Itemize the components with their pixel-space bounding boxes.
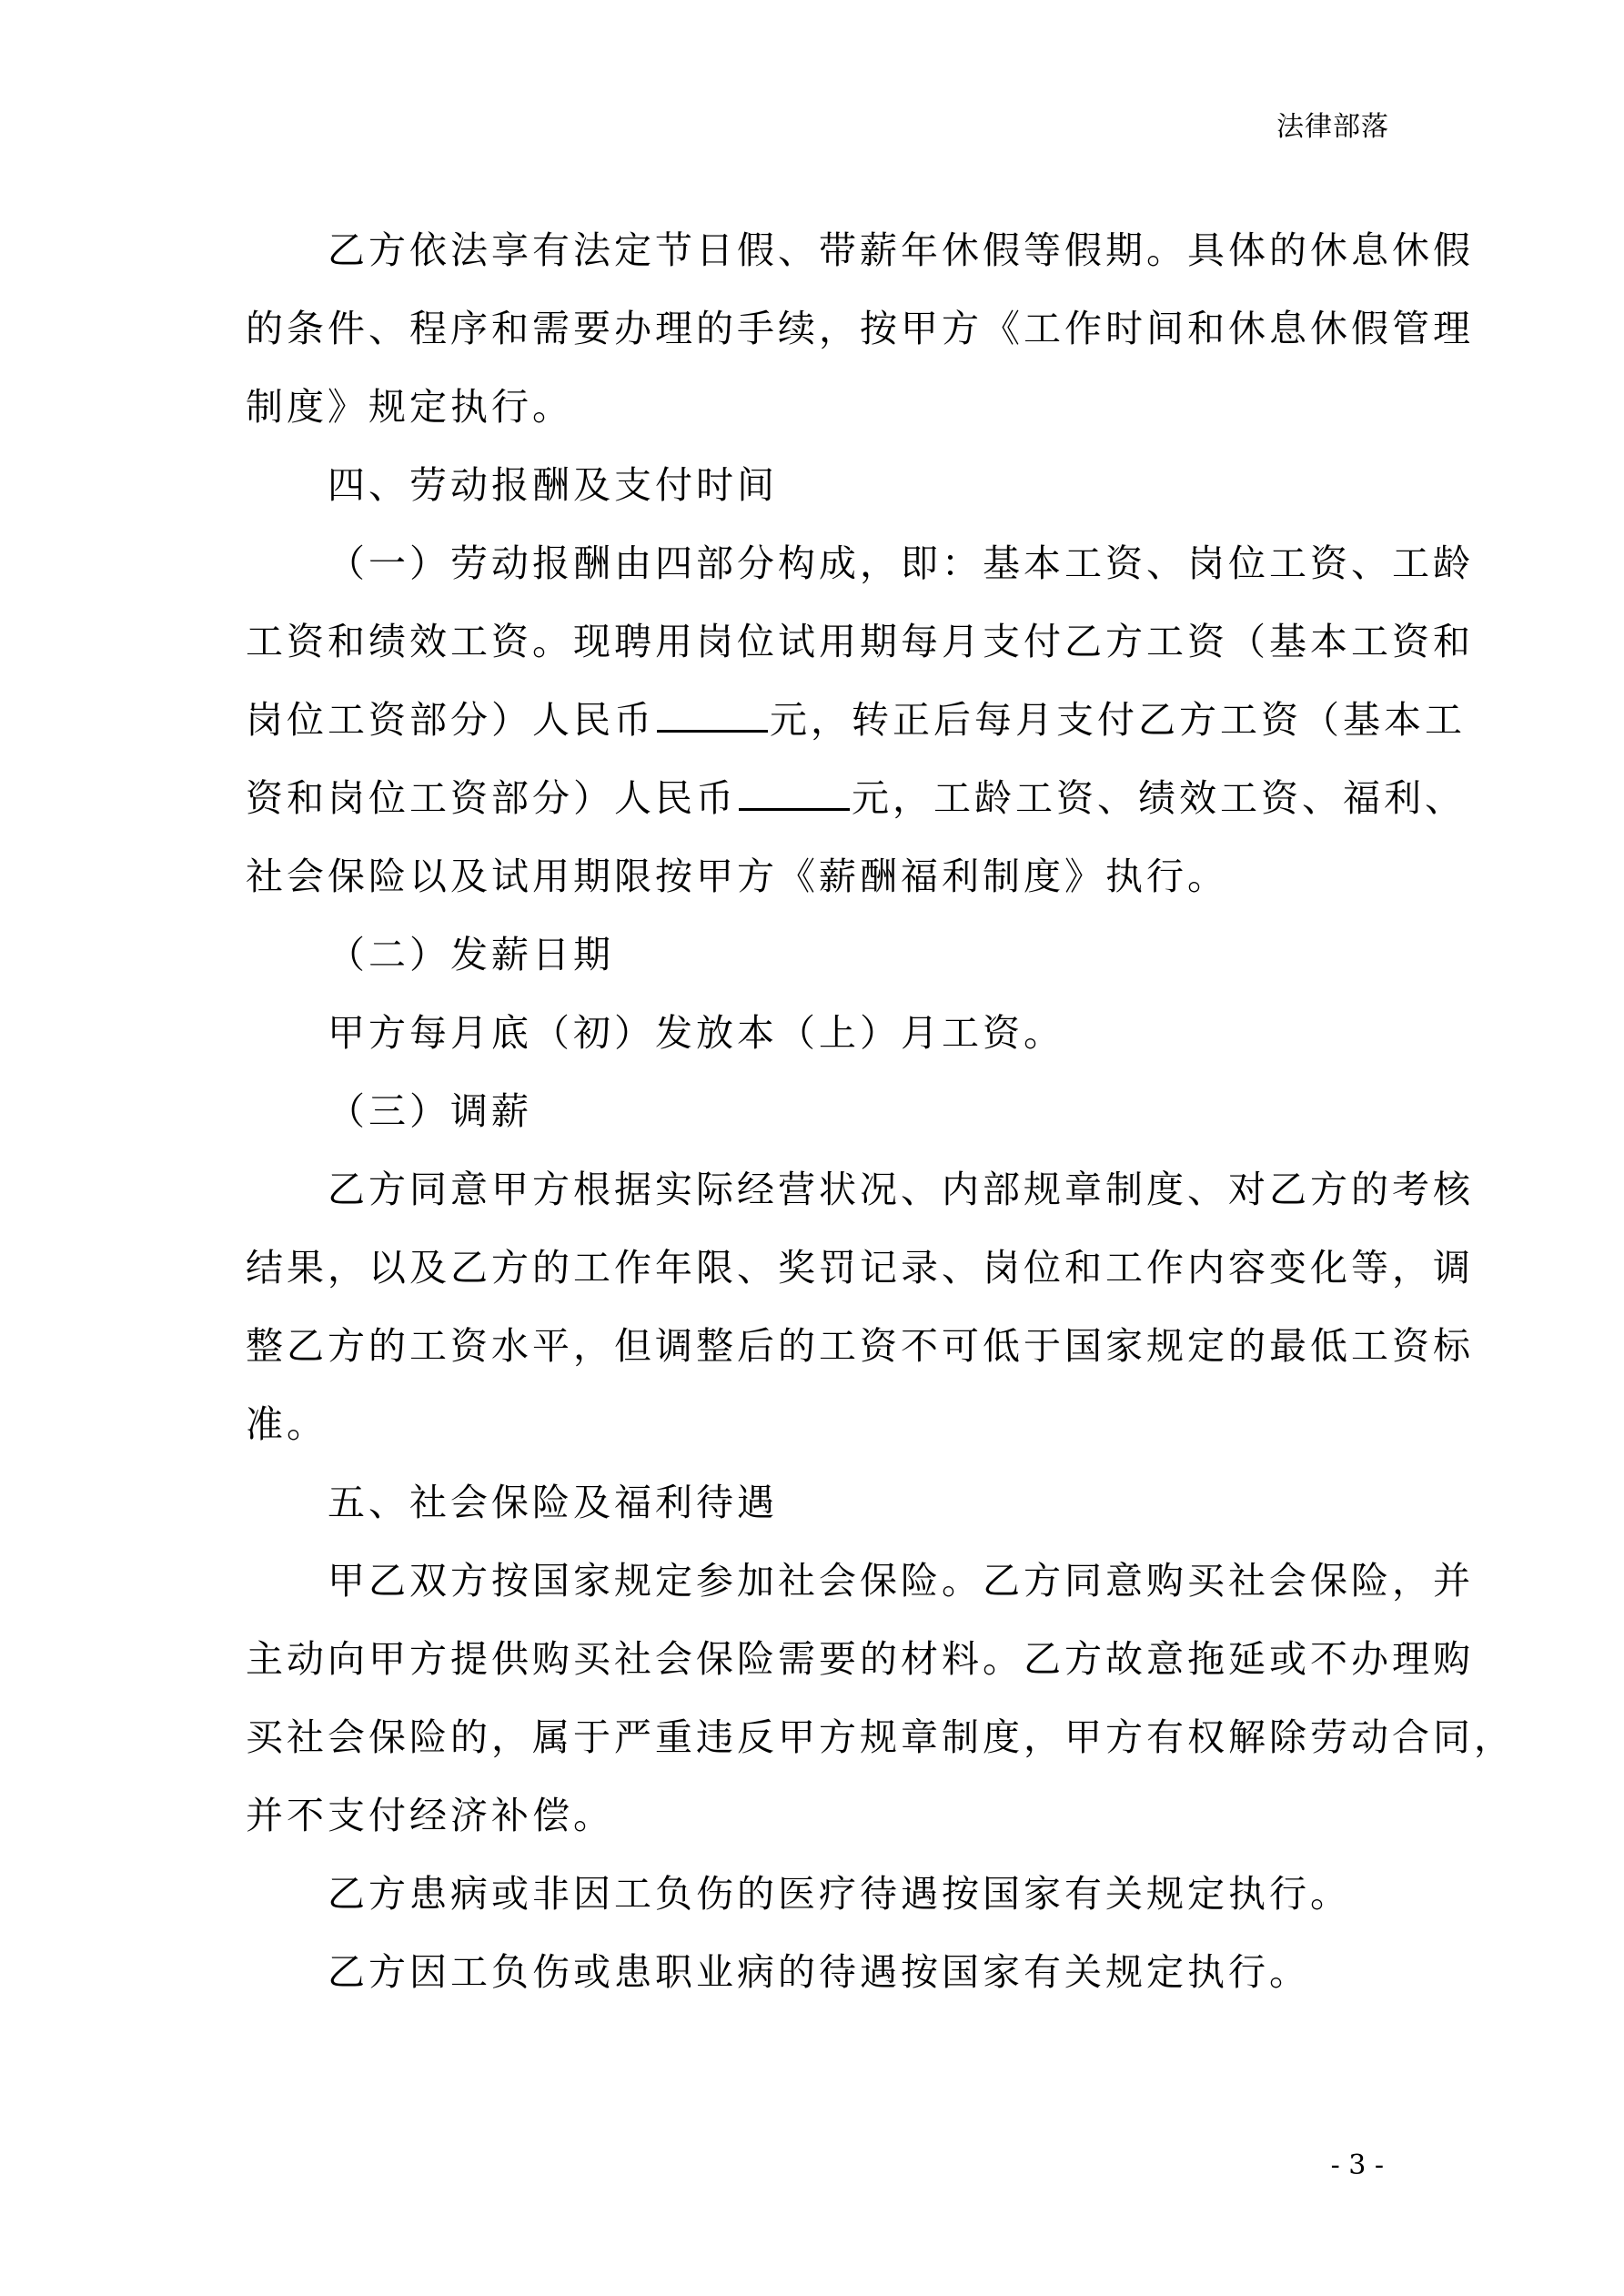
paragraph-line: 社会保险以及试用期限按甲方《薪酬福利制度》执行。 xyxy=(246,855,1228,898)
paragraph-line: 主动向甲方提供购买社会保险需要的材料。乙方故意拖延或不办理购 xyxy=(246,1637,1474,1681)
paragraph-line: 准。 xyxy=(246,1402,328,1446)
paragraph-line: 甲乙双方按国家规定参加社会保险。乙方同意购买社会保险，并 xyxy=(328,1559,1474,1603)
paragraph-line: 甲方每月底（初）发放本（上）月工资。 xyxy=(328,1011,1064,1055)
paragraph-line: 乙方因工负伤或患职业病的待遇按国家有关规定执行。 xyxy=(328,1950,1310,1994)
text-span: 资和岗位工资部分）人民币 xyxy=(246,776,737,820)
paragraph-line: 的条件、程序和需要办理的手续，按甲方《工作时间和休息休假管理 xyxy=(246,307,1474,350)
paragraph-line: 并不支付经济补偿。 xyxy=(246,1794,614,1837)
paragraph-line xyxy=(246,759,1466,837)
paragraph-line: 买社会保险的，属于严重违反甲方规章制度，甲方有权解除劳动合同， xyxy=(246,1715,1515,1759)
paragraph-line: （一）劳动报酬由四部分构成，即：基本工资、岗位工资、工龄 xyxy=(328,541,1474,585)
subsection-heading-3: （三）调薪 xyxy=(328,1089,532,1133)
header-brand: 法律部落 xyxy=(1276,111,1389,143)
paragraph-line: 乙方同意甲方根据实际经营状况、内部规章制度、对乙方的考核 xyxy=(328,1168,1474,1211)
text-span: 元，工龄工资、绩效工资、福利、 xyxy=(852,776,1466,820)
paragraph-line xyxy=(246,681,1466,759)
subsection-heading-2: （二）发薪日期 xyxy=(328,933,614,976)
page-number: - 3 - xyxy=(1330,2149,1384,2181)
paragraph-line: 乙方依法享有法定节日假、带薪年休假等假期。具体的休息休假 xyxy=(328,228,1474,272)
section-heading-4: 四、劳动报酬及支付时间 xyxy=(328,463,778,507)
blank-underline xyxy=(739,781,850,811)
paragraph-line: 整乙方的工资水平，但调整后的工资不可低于国家规定的最低工资标 xyxy=(246,1324,1474,1368)
text-span: 元，转正后每月支付乙方工资（基本工 xyxy=(770,698,1466,742)
blank-underline xyxy=(657,703,768,733)
document-body xyxy=(246,211,1515,2011)
paragraph-line: 制度》规定执行。 xyxy=(246,385,573,429)
paragraph-line: 结果，以及乙方的工作年限、奖罚记录、岗位和工作内容变化等，调 xyxy=(246,1246,1474,1290)
section-heading-5: 五、社会保险及福利待遇 xyxy=(328,1481,778,1524)
paragraph-line: 工资和绩效工资。现聘用岗位试用期每月支付乙方工资（基本工资和 xyxy=(246,620,1474,663)
text-span: 岗位工资部分）人民币 xyxy=(246,698,655,742)
paragraph-line: 乙方患病或非因工负伤的医疗待遇按国家有关规定执行。 xyxy=(328,1872,1351,1916)
